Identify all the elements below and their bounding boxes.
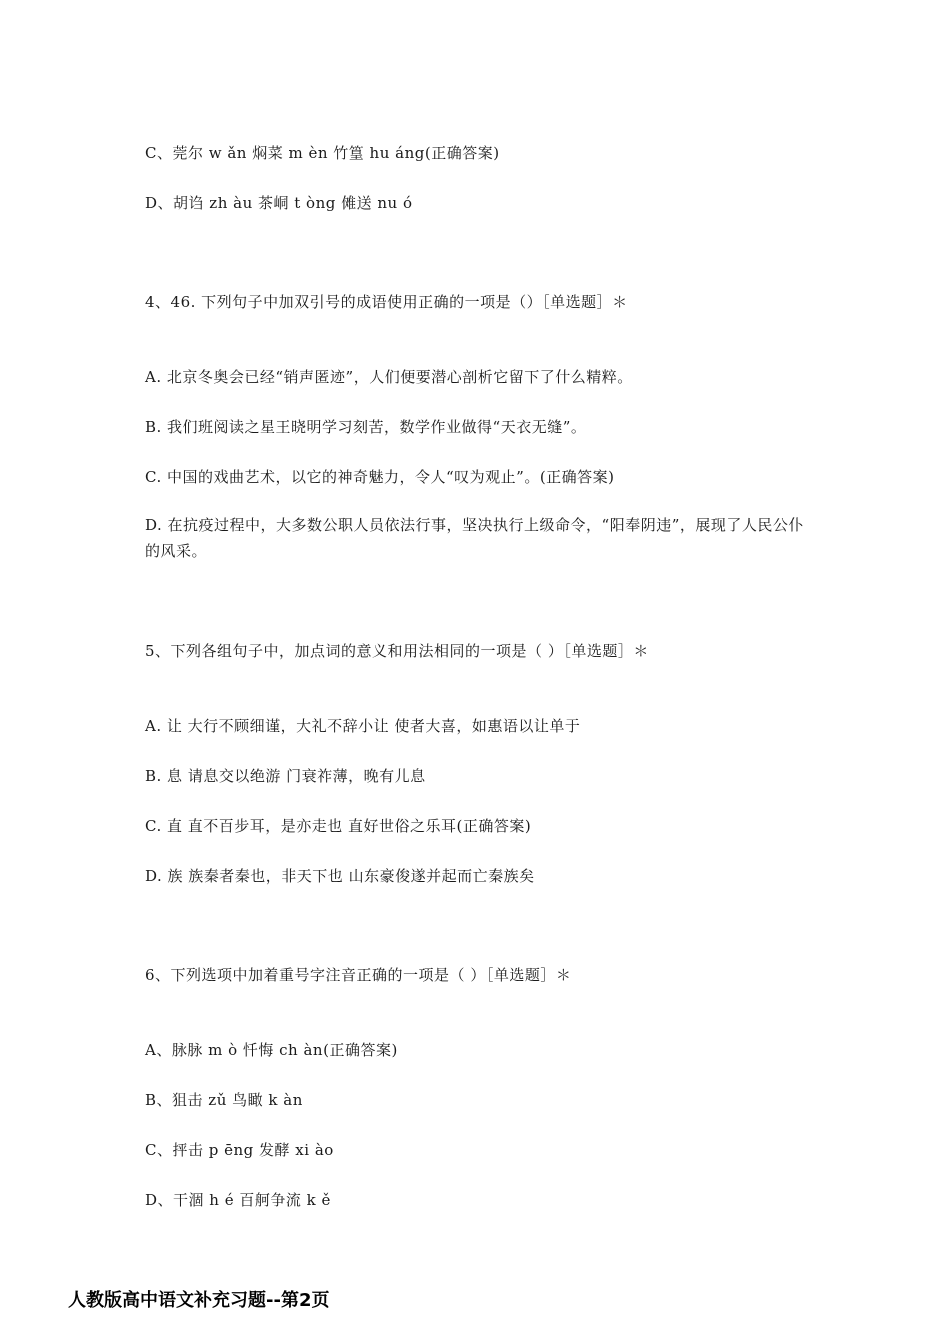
q5-option-c: C. 直 直不百步耳，是亦走也 直好世俗之乐耳(正确答案) xyxy=(145,817,532,835)
q4-stem: 4、46. 下列句子中加双引号的成语使用正确的一项是（）［单选题］＊ xyxy=(145,293,628,311)
q4-option-a: A. 北京冬奥会已经“销声匿迹”，人们便要潜心剖析它留下了什么精粹。 xyxy=(145,368,633,386)
q3-option-c: C、莞尔 w ǎn 焖菜 m èn 竹篁 hu áng(正确答案) xyxy=(145,144,500,162)
q4-option-d: D. 在抗疫过程中，大多数公职人员依法行事，坚决执行上级命令，“阳奉阴违”，展现了人民公仆的风采。 xyxy=(145,516,804,560)
q5-option-b: B. 息 请息交以绝游 门衰祚薄，晚有儿息 xyxy=(145,767,426,785)
q6-option-c: C、抨击 p ēng 发酵 xi ào xyxy=(145,1141,334,1159)
q6-option-a: A、脉脉 m ò 忏悔 ch àn(正确答案) xyxy=(145,1041,398,1059)
q5-stem: 5、下列各组句子中，加点词的意义和用法相同的一项是（ ）［单选题］＊ xyxy=(145,642,649,660)
q5-option-d: D. 族 族秦者秦也，非天下也 山东豪俊遂并起而亡秦族矣 xyxy=(145,867,535,885)
q6-option-d: D、干涸 h é 百舸争流 k ě xyxy=(145,1191,331,1209)
q6-stem: 6、下列选项中加着重号字注音正确的一项是（ ）［单选题］＊ xyxy=(145,966,572,984)
q3-option-d: D、胡诌 zh àu 茶峒 t òng 傩送 nu ó xyxy=(145,194,413,212)
q6-option-b: B、狙击 zǔ 鸟瞰 k àn xyxy=(145,1091,303,1109)
q5-option-a: A. 让 大行不顾细谨，大礼不辞小让 使者大喜，如惠语以让单于 xyxy=(145,717,581,735)
q4-option-b: B. 我们班阅读之星王晓明学习刻苦，数学作业做得“天衣无缝”。 xyxy=(145,418,587,436)
q4-option-c: C. 中国的戏曲艺术，以它的神奇魅力，令人“叹为观止”。(正确答案) xyxy=(145,468,615,486)
page-footer: 人教版高中语文补充习题--第2页 xyxy=(68,1290,330,1311)
